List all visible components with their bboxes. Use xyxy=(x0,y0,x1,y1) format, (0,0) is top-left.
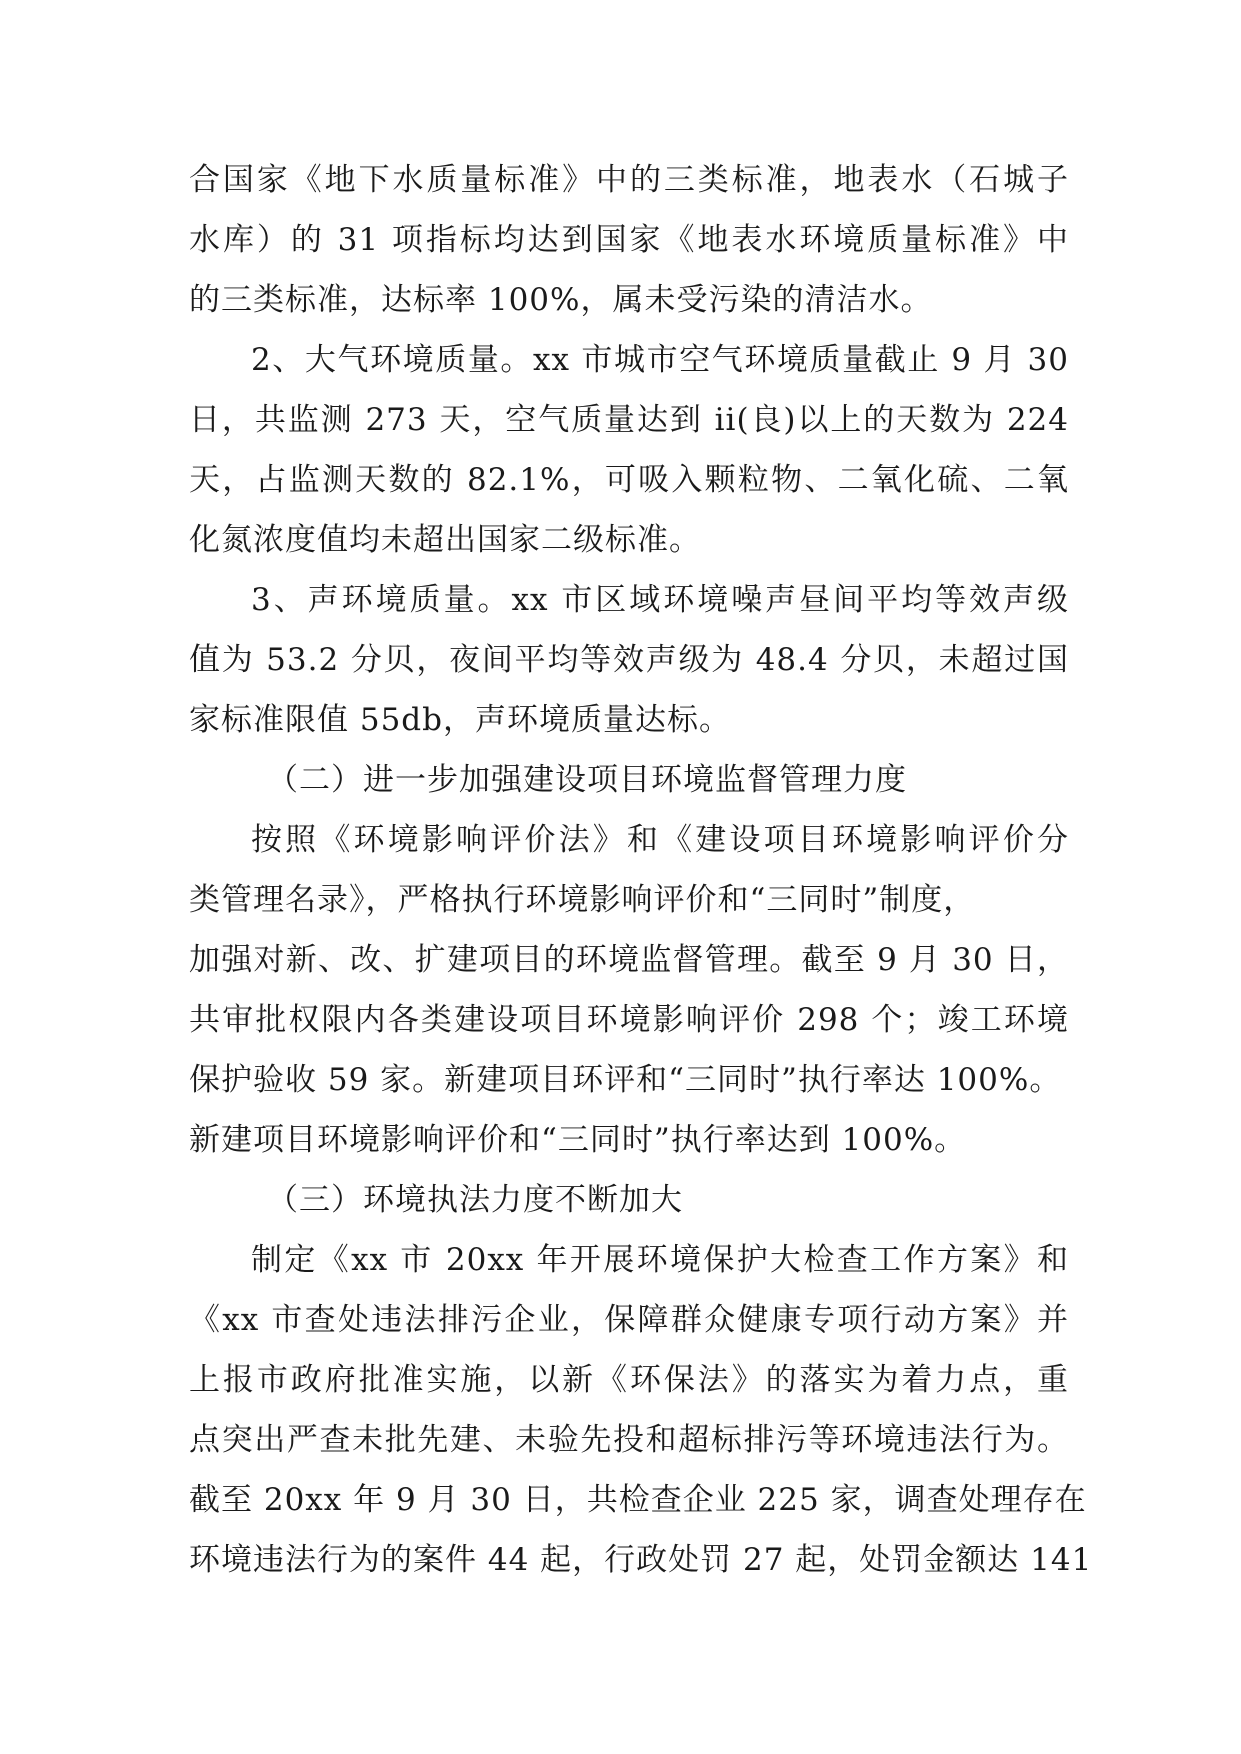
text-line: 天，占监测天数的 82.1%，可吸入颗粒物、二氧化硫、二氧 xyxy=(189,462,1069,498)
text-line: 类管理名录》，严格执行环境影响评价和“三同时”制度， xyxy=(189,882,976,918)
text-line: 截至 20xx 年 9 月 30 日，共检查企业 225 家，调查处理存在 xyxy=(189,1482,1087,1518)
text-line: 点突出严查未批先建、未验先投和超标排污等环境违法行为。 xyxy=(189,1422,1069,1458)
text-line: 上报市政府批准实施，以新《环保法》的落实为着力点，重 xyxy=(189,1362,1069,1398)
text-line: 日，共监测 273 天，空气质量达到 ii(良)以上的天数为 224 xyxy=(189,402,1069,438)
text-line: 值为 53.2 分贝，夜间平均等效声级为 48.4 分贝，未超过国 xyxy=(189,642,1069,678)
text-line: 家标准限值 55db，声环境质量达标。 xyxy=(189,702,731,738)
text-line: 加强对新、改、扩建项目的环境监督管理。截至 9 月 30 日， xyxy=(189,942,1069,978)
paragraph-start-line: 制定《xx 市 20xx 年开展环境保护大检查工作方案》和 xyxy=(251,1242,1069,1278)
text-line: 新建项目环境影响评价和“三同时”执行率达到 100%。 xyxy=(189,1122,967,1158)
text-line: 合国家《地下水质量标准》中的三类标准，地表水（石城子 xyxy=(189,162,1069,198)
text-line: 化氮浓度值均未超出国家二级标准。 xyxy=(189,522,701,558)
text-line: 共审批权限内各类建设项目环境影响评价 298 个；竣工环境 xyxy=(189,1002,1069,1038)
text-line: 水库）的 31 项指标均达到国家《地表水环境质量标准》中 xyxy=(189,222,1069,258)
text-line: 环境违法行为的案件 44 起，行政处罚 27 起，处罚金额达 141 xyxy=(189,1542,1093,1578)
text-line: 《xx 市查处违法排污企业，保障群众健康专项行动方案》并 xyxy=(189,1302,1069,1338)
section-heading: （二）进一步加强建设项目环境监督管理力度 xyxy=(267,762,907,798)
paragraph-start-line: 2、大气环境质量。xx 市城市空气环境质量截止 9 月 30 xyxy=(251,342,1069,378)
paragraph-start-line: 3、声环境质量。xx 市区域环境噪声昼间平均等效声级 xyxy=(251,582,1069,618)
document-page xyxy=(189,150,1093,1590)
paragraph-start-line: 按照《环境影响评价法》和《建设项目环境影响评价分 xyxy=(251,822,1069,858)
text-line: 的三类标准，达标率 100%，属未受污染的清洁水。 xyxy=(189,282,933,318)
text-line: 保护验收 59 家。新建项目环评和“三同时”执行率达 100%。 xyxy=(189,1062,1062,1098)
section-heading: （三）环境执法力度不断加大 xyxy=(267,1182,683,1218)
